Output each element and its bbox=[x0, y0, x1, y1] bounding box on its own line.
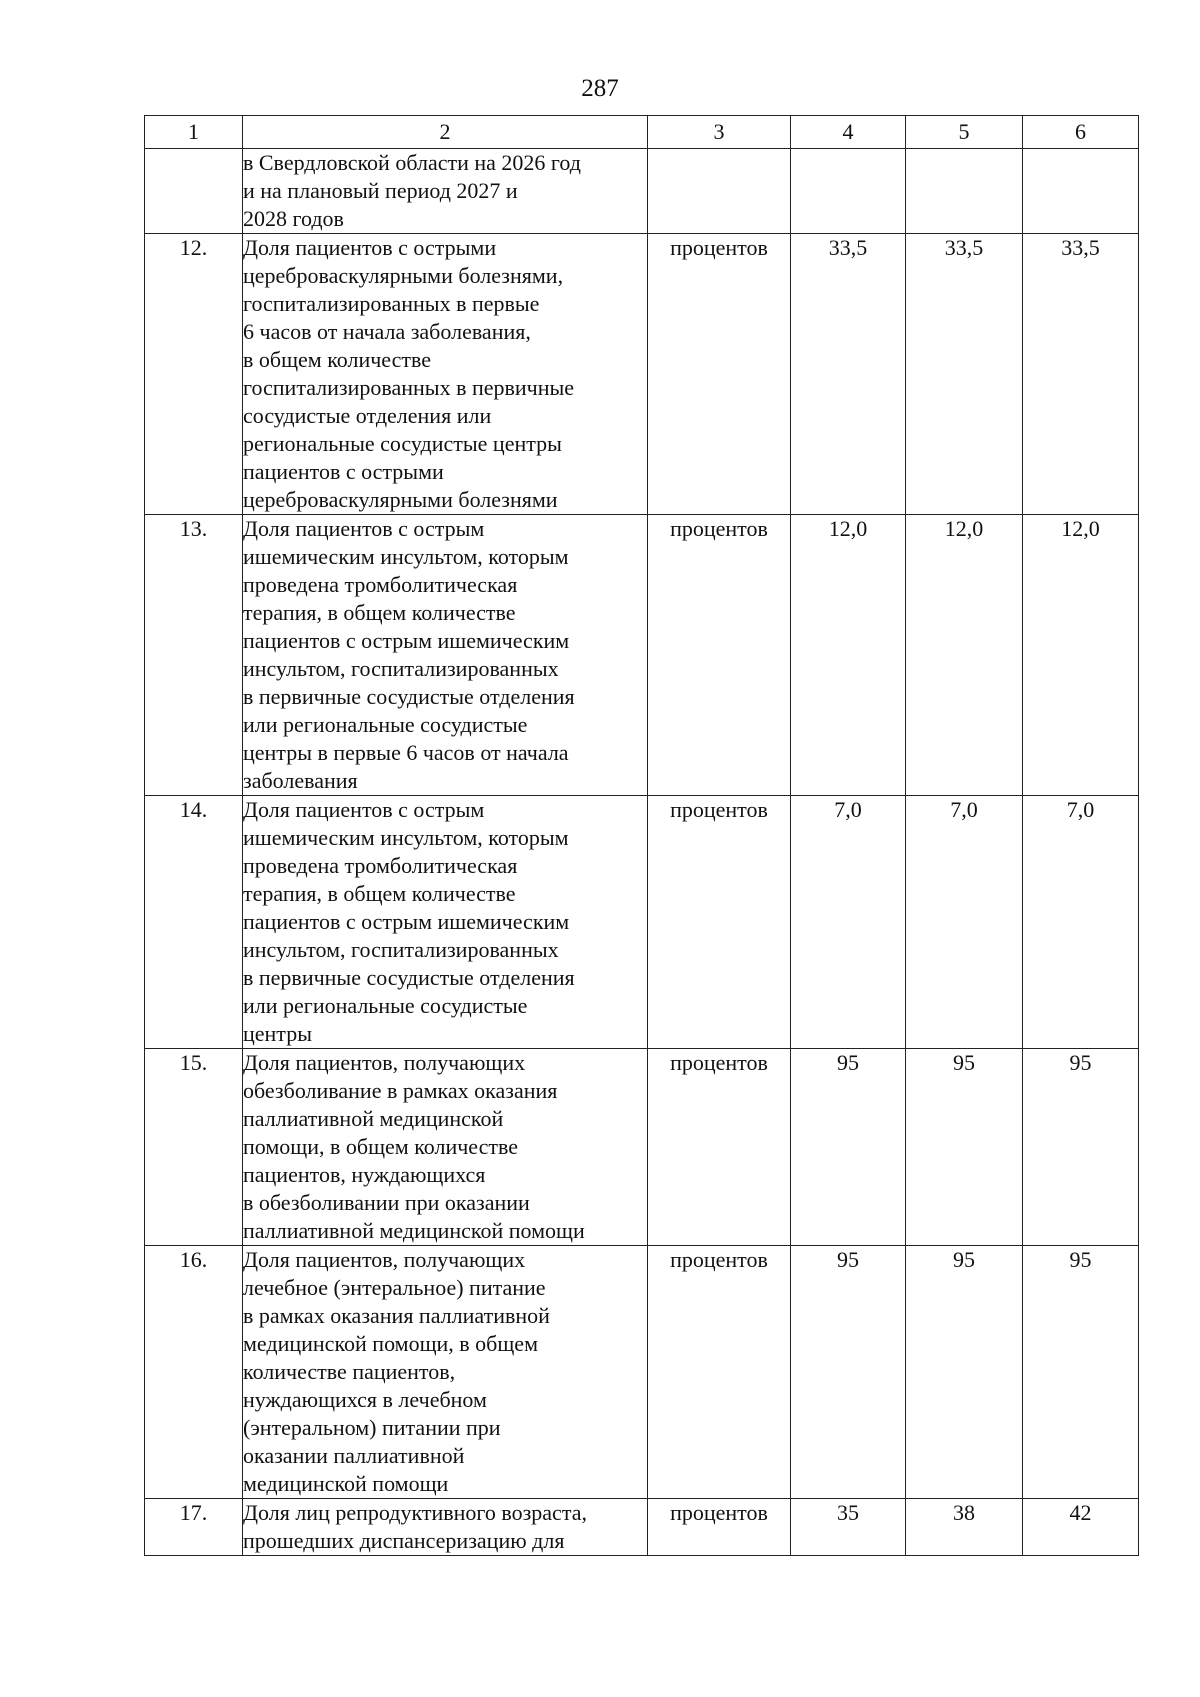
page-number: 287 bbox=[581, 75, 619, 102]
value-col-6 bbox=[1023, 149, 1139, 234]
header-col-3: 3 bbox=[648, 116, 791, 149]
row-description bbox=[243, 234, 648, 515]
description-line: Доля пациентов, получающих bbox=[243, 1247, 526, 1272]
description-line: Доля пациентов с острыми bbox=[243, 235, 497, 260]
row-number: 17. bbox=[145, 1499, 243, 1556]
table-row bbox=[145, 1049, 1139, 1246]
description-line: медицинской помощи bbox=[243, 1471, 449, 1496]
description-line: региональные сосудистые центры bbox=[243, 431, 562, 456]
row-description bbox=[243, 1049, 648, 1246]
description-line: лечебное (энтеральное) питание bbox=[243, 1275, 546, 1300]
header-col-5: 5 bbox=[906, 116, 1023, 149]
row-unit: процентов bbox=[648, 1499, 791, 1556]
description-line: или региональные сосудистые bbox=[243, 993, 528, 1018]
description-line: Доля пациентов, получающих bbox=[243, 1050, 526, 1075]
description-line: сосудистые отделения или bbox=[243, 403, 492, 428]
description-line: госпитализированных в первичные bbox=[243, 375, 575, 400]
description-line: центры в первые 6 часов от начала bbox=[243, 740, 569, 765]
description-line: паллиативной медицинской помощи bbox=[243, 1218, 585, 1243]
row-unit bbox=[648, 149, 791, 234]
description-line: Доля пациентов с острым bbox=[243, 516, 485, 541]
value-col-6: 7,0 bbox=[1023, 796, 1139, 1049]
description-line: проведена тромболитическая bbox=[243, 572, 518, 597]
description-line: пациентов с острым ишемическим bbox=[243, 909, 570, 934]
value-col-5: 7,0 bbox=[906, 796, 1023, 1049]
table-row bbox=[145, 1246, 1139, 1499]
row-number bbox=[145, 149, 243, 234]
table-row bbox=[145, 1499, 1139, 1556]
description-line: ишемическим инсультом, которым bbox=[243, 825, 569, 850]
description-line: и на плановый период 2027 и bbox=[243, 178, 518, 203]
table-row bbox=[145, 796, 1139, 1049]
header-col-1: 1 bbox=[145, 116, 243, 149]
description-line: в рамках оказания паллиативной bbox=[243, 1303, 550, 1328]
row-number: 12. bbox=[145, 234, 243, 515]
description-line: терапия, в общем количестве bbox=[243, 881, 516, 906]
description-line: 6 часов от начала заболевания, bbox=[243, 319, 531, 344]
description-line: 2028 годов bbox=[243, 206, 344, 231]
description-line: Доля пациентов с острым bbox=[243, 797, 485, 822]
description-line: госпитализированных в первые bbox=[243, 291, 540, 316]
value-col-5: 95 bbox=[906, 1049, 1023, 1246]
description-line: заболевания bbox=[243, 768, 358, 793]
description-line: цереброваскулярными болезнями bbox=[243, 487, 558, 512]
description-line: нуждающихся в лечебном bbox=[243, 1387, 487, 1412]
row-number: 16. bbox=[145, 1246, 243, 1499]
header-col-2: 2 bbox=[243, 116, 648, 149]
description-line: пациентов с острым ишемическим bbox=[243, 628, 570, 653]
row-number: 14. bbox=[145, 796, 243, 1049]
value-col-6: 33,5 bbox=[1023, 234, 1139, 515]
table-header bbox=[145, 116, 1139, 149]
description-line: в Свердловской области на 2026 год bbox=[243, 150, 581, 175]
value-col-5 bbox=[906, 149, 1023, 234]
row-number: 15. bbox=[145, 1049, 243, 1246]
row-description bbox=[243, 149, 648, 234]
value-col-6: 95 bbox=[1023, 1049, 1139, 1246]
table-row bbox=[145, 149, 1139, 234]
row-unit: процентов bbox=[648, 515, 791, 796]
value-col-6: 95 bbox=[1023, 1246, 1139, 1499]
table-body bbox=[145, 149, 1139, 1556]
description-line: паллиативной медицинской bbox=[243, 1106, 504, 1131]
description-line: (энтеральном) питании при bbox=[243, 1415, 501, 1440]
description-line: терапия, в общем количестве bbox=[243, 600, 516, 625]
description-line: инсультом, госпитализированных bbox=[243, 937, 559, 962]
row-unit: процентов bbox=[648, 234, 791, 515]
row-description bbox=[243, 1246, 648, 1499]
row-description bbox=[243, 796, 648, 1049]
value-col-5: 38 bbox=[906, 1499, 1023, 1556]
description-line: обезболивание в рамках оказания bbox=[243, 1078, 558, 1103]
header-col-4: 4 bbox=[791, 116, 906, 149]
row-description bbox=[243, 515, 648, 796]
value-col-5: 12,0 bbox=[906, 515, 1023, 796]
value-col-4: 95 bbox=[791, 1049, 906, 1246]
description-line: помощи, в общем количестве bbox=[243, 1134, 519, 1159]
row-number: 13. bbox=[145, 515, 243, 796]
description-line: количестве пациентов, bbox=[243, 1359, 456, 1384]
row-description bbox=[243, 1499, 648, 1556]
description-line: в общем количестве bbox=[243, 347, 432, 372]
description-line: пациентов, нуждающихся bbox=[243, 1162, 486, 1187]
row-unit: процентов bbox=[648, 796, 791, 1049]
description-line: пациентов с острыми bbox=[243, 459, 444, 484]
value-col-5: 95 bbox=[906, 1246, 1023, 1499]
header-col-6: 6 bbox=[1023, 116, 1139, 149]
description-line: инсультом, госпитализированных bbox=[243, 656, 559, 681]
description-line: Доля лиц репродуктивного возраста, bbox=[243, 1500, 587, 1525]
header-row bbox=[145, 116, 1139, 149]
table-row bbox=[145, 515, 1139, 796]
description-line: цереброваскулярными болезнями, bbox=[243, 263, 564, 288]
value-col-6: 12,0 bbox=[1023, 515, 1139, 796]
description-line: или региональные сосудистые bbox=[243, 712, 528, 737]
table-row bbox=[145, 234, 1139, 515]
value-col-4: 95 bbox=[791, 1246, 906, 1499]
description-line: оказании паллиативной bbox=[243, 1443, 465, 1468]
value-col-4: 12,0 bbox=[791, 515, 906, 796]
value-col-4 bbox=[791, 149, 906, 234]
description-line: проведена тромболитическая bbox=[243, 853, 518, 878]
description-line: в первичные сосудистые отделения bbox=[243, 684, 575, 709]
value-col-6: 42 bbox=[1023, 1499, 1139, 1556]
description-line: в обезболивании при оказании bbox=[243, 1190, 530, 1215]
description-line: медицинской помощи, в общем bbox=[243, 1331, 538, 1356]
indicators-table bbox=[144, 115, 1139, 1556]
description-line: ишемическим инсультом, которым bbox=[243, 544, 569, 569]
row-unit: процентов bbox=[648, 1049, 791, 1246]
value-col-5: 33,5 bbox=[906, 234, 1023, 515]
value-col-4: 33,5 bbox=[791, 234, 906, 515]
value-col-4: 7,0 bbox=[791, 796, 906, 1049]
description-line: центры bbox=[243, 1021, 312, 1046]
row-unit: процентов bbox=[648, 1246, 791, 1499]
value-col-4: 35 bbox=[791, 1499, 906, 1556]
description-line: прошедших диспансеризацию для bbox=[243, 1528, 565, 1553]
description-line: в первичные сосудистые отделения bbox=[243, 965, 575, 990]
